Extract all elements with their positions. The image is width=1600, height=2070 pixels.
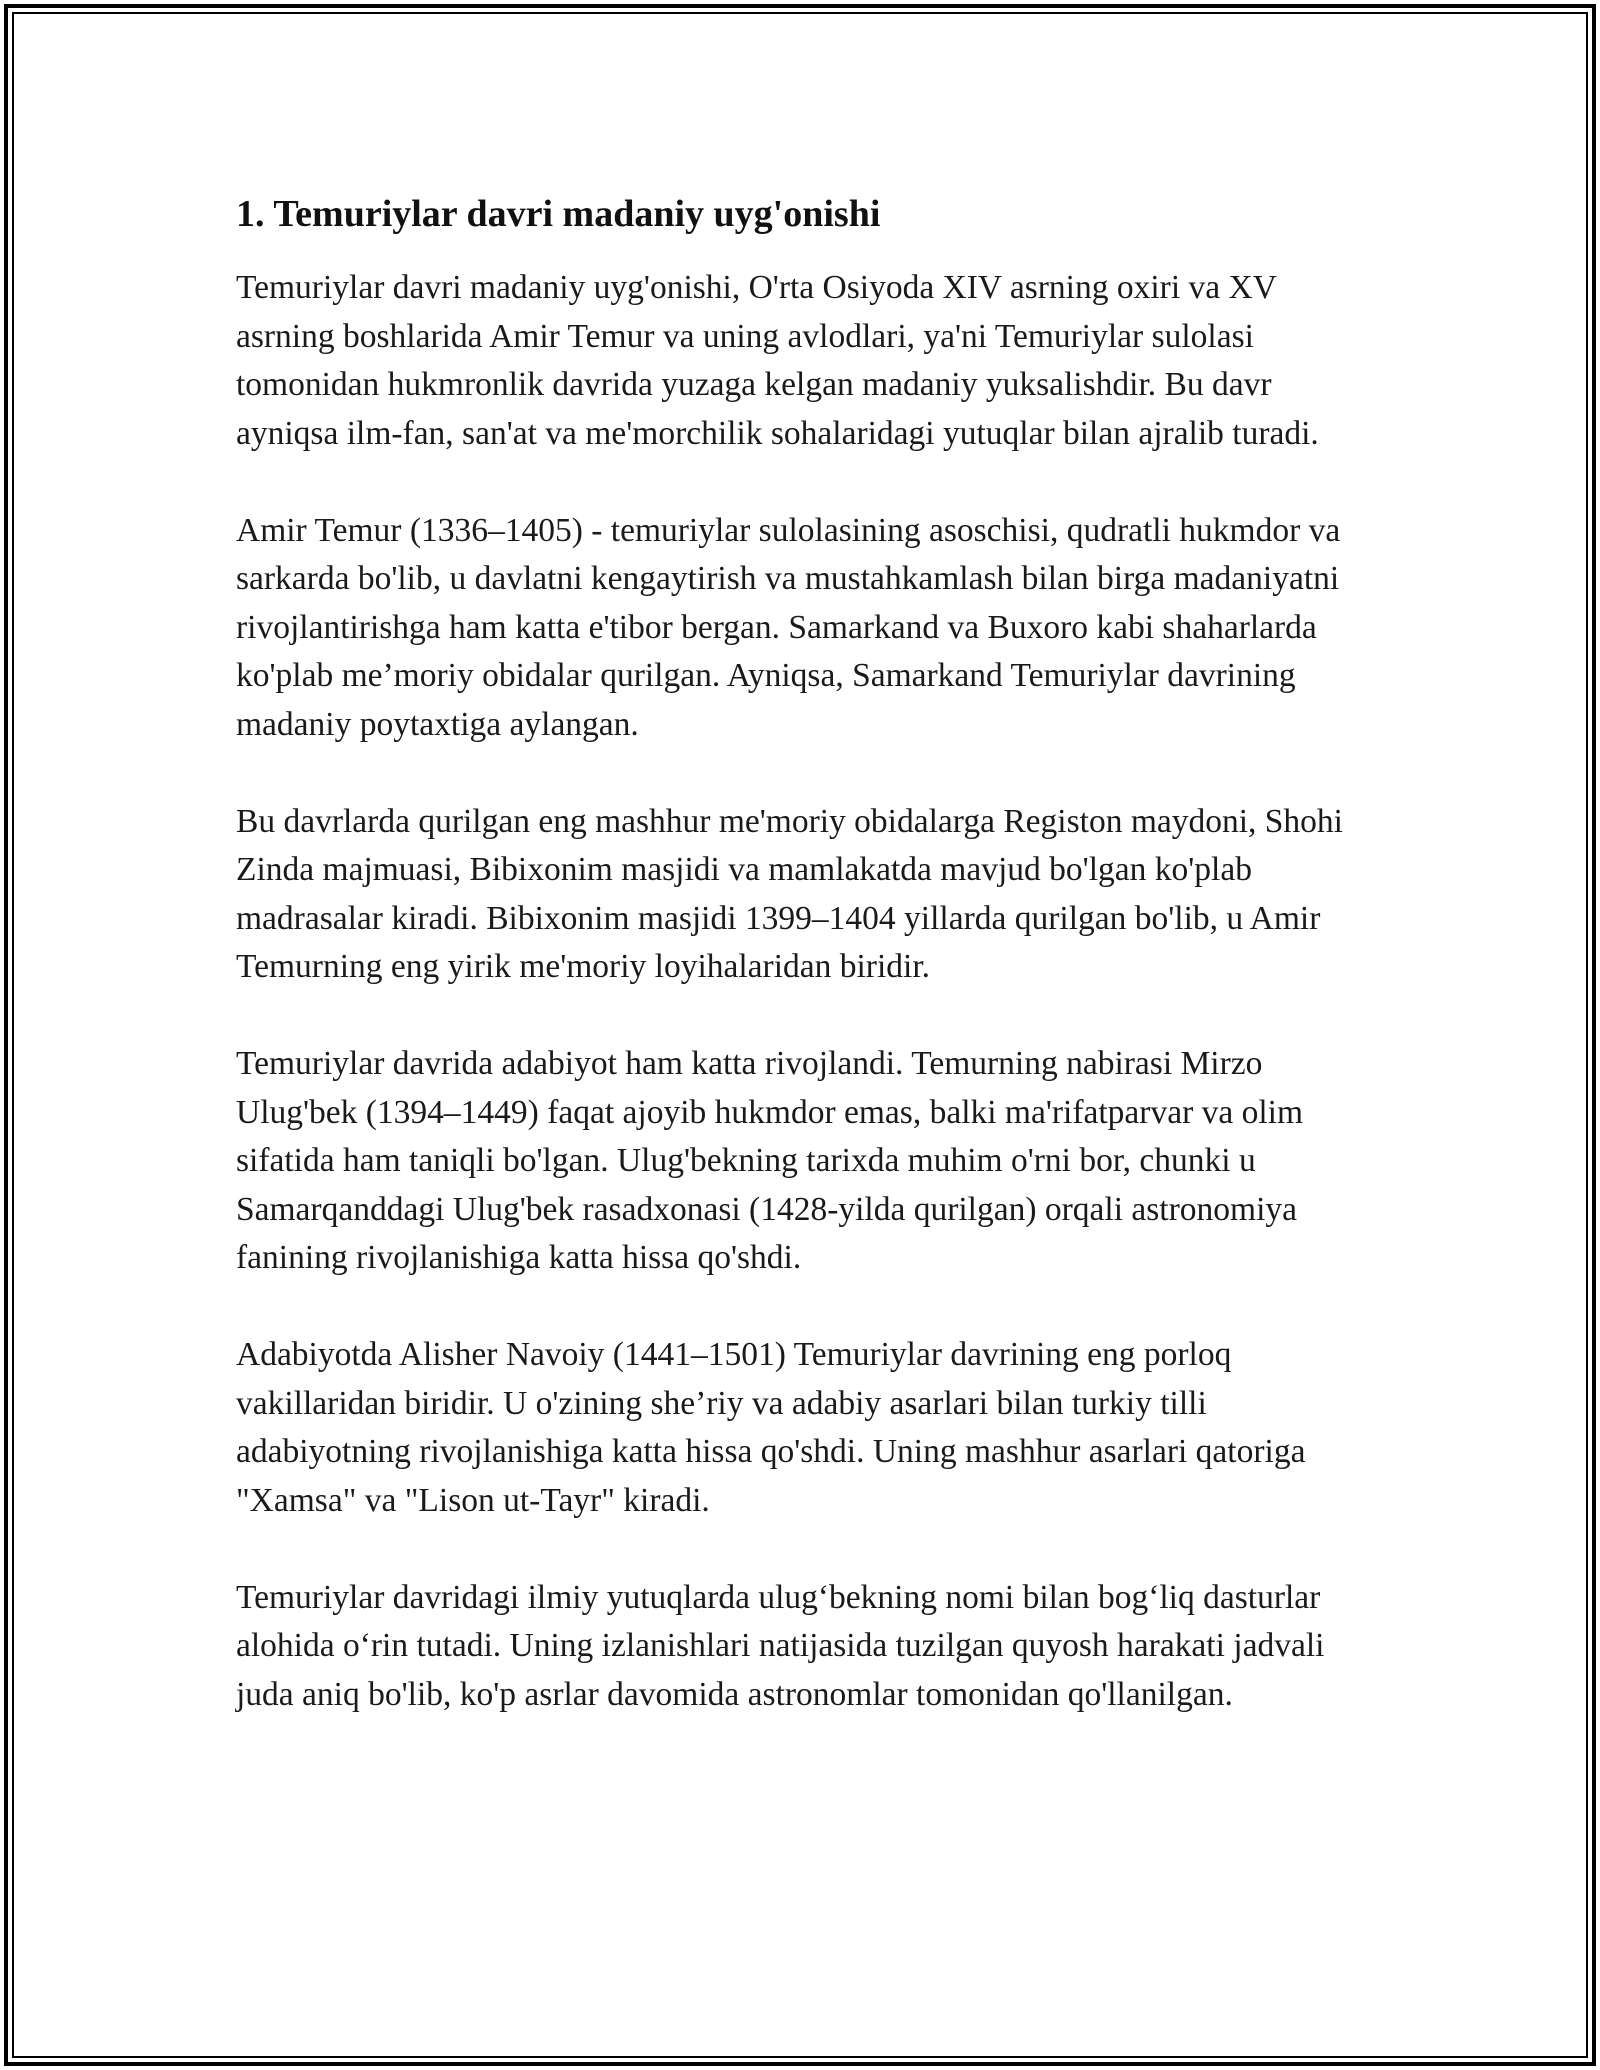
paragraph-science: Temuriylar davridagi ilmiy yutuqlarda ulug‘bekning nomi bilan bog‘liq dasturlar alohida o‘rin tutadi. Uning izlanishlari natijasida tuzilgan quyosh harakati jadvali juda aniq bo'lib, ko'p asrlar davomida astronomlar tomonidan qo'llanilgan.	[236, 1578, 1325, 1713]
paragraph-intro: Temuriylar davri madaniy uyg'onishi, O'rta Osiyoda XIV asrning oxiri va XV asrning boshlarida Amir Temur va uning avlodlari, ya'ni Temuriylar sulolasi tomonidan hukmronlik davrida yuzaga kelgan madaniy yuksalishdir. Bu davr ayniqsa ilm-fan, san'at va me'morchilik sohalaridagi yutuqlar bilan ajralib turadi.	[236, 269, 1319, 452]
paragraph-ulugbek: Temuriylar davrida adabiyot ham katta rivojlandi. Temurning nabirasi Mirzo Ulug'bek (1394–1449) faqat ajoyib hukmdor emas, balki ma'rifatparvar va olim sifatida ham taniqli bo'lgan. Ulug'bekning tarixda muhim o'rni bor, chunki u Samarqanddagi Ulug'bek rasadxonasi (1428-yilda qurilgan) orqali astronomiya fanining rivojlanishiga katta hissa qo'shdi.	[236, 1045, 1304, 1276]
document-body	[236, 188, 1376, 1768]
paragraph-architecture: Bu davrlarda qurilgan eng mashhur me'moriy obidalarga Registon maydoni, Shohi Zinda majmuasi, Bibixonim masjidi va mamlakatda mavjud bo'lgan ko'plab madrasalar kiradi. Bibixonim masjidi 1399–1404 yillarda qurilgan bo'lib, u Amir Temurning eng yirik me'moriy loyihalaridan biridir.	[236, 802, 1343, 985]
document-title: 1. Temuriylar davri madaniy uyg'onishi	[236, 193, 881, 235]
paragraph-navoiy: Adabiyotda Alisher Navoiy (1441–1501) Temuriylar davrining eng porloq vakillaridan biridir. U o'zining she’riy va adabiy asarlari bilan turkiy tilli adabiyotning rivojlanishiga katta hissa qo'shdi. Uning mashhur asarlari qatoriga "Xamsa" va "Lison ut-Tayr" kiradi.	[236, 1336, 1306, 1519]
paragraph-amir-temur: Amir Temur (1336–1405) - temuriylar sulolasining asoschisi, qudratli hukmdor va sarkarda bo'lib, u davlatni kengaytirish va mustahkamlash bilan birga madaniyatni rivojlantirishga ham katta e'tibor bergan. Samarkand va Buxoro kabi shaharlarda ko'plab me’moriy obidalar qurilgan. Ayniqsa, Samarkand Temuriylar davrining madaniy poytaxtiga aylangan.	[236, 511, 1341, 743]
